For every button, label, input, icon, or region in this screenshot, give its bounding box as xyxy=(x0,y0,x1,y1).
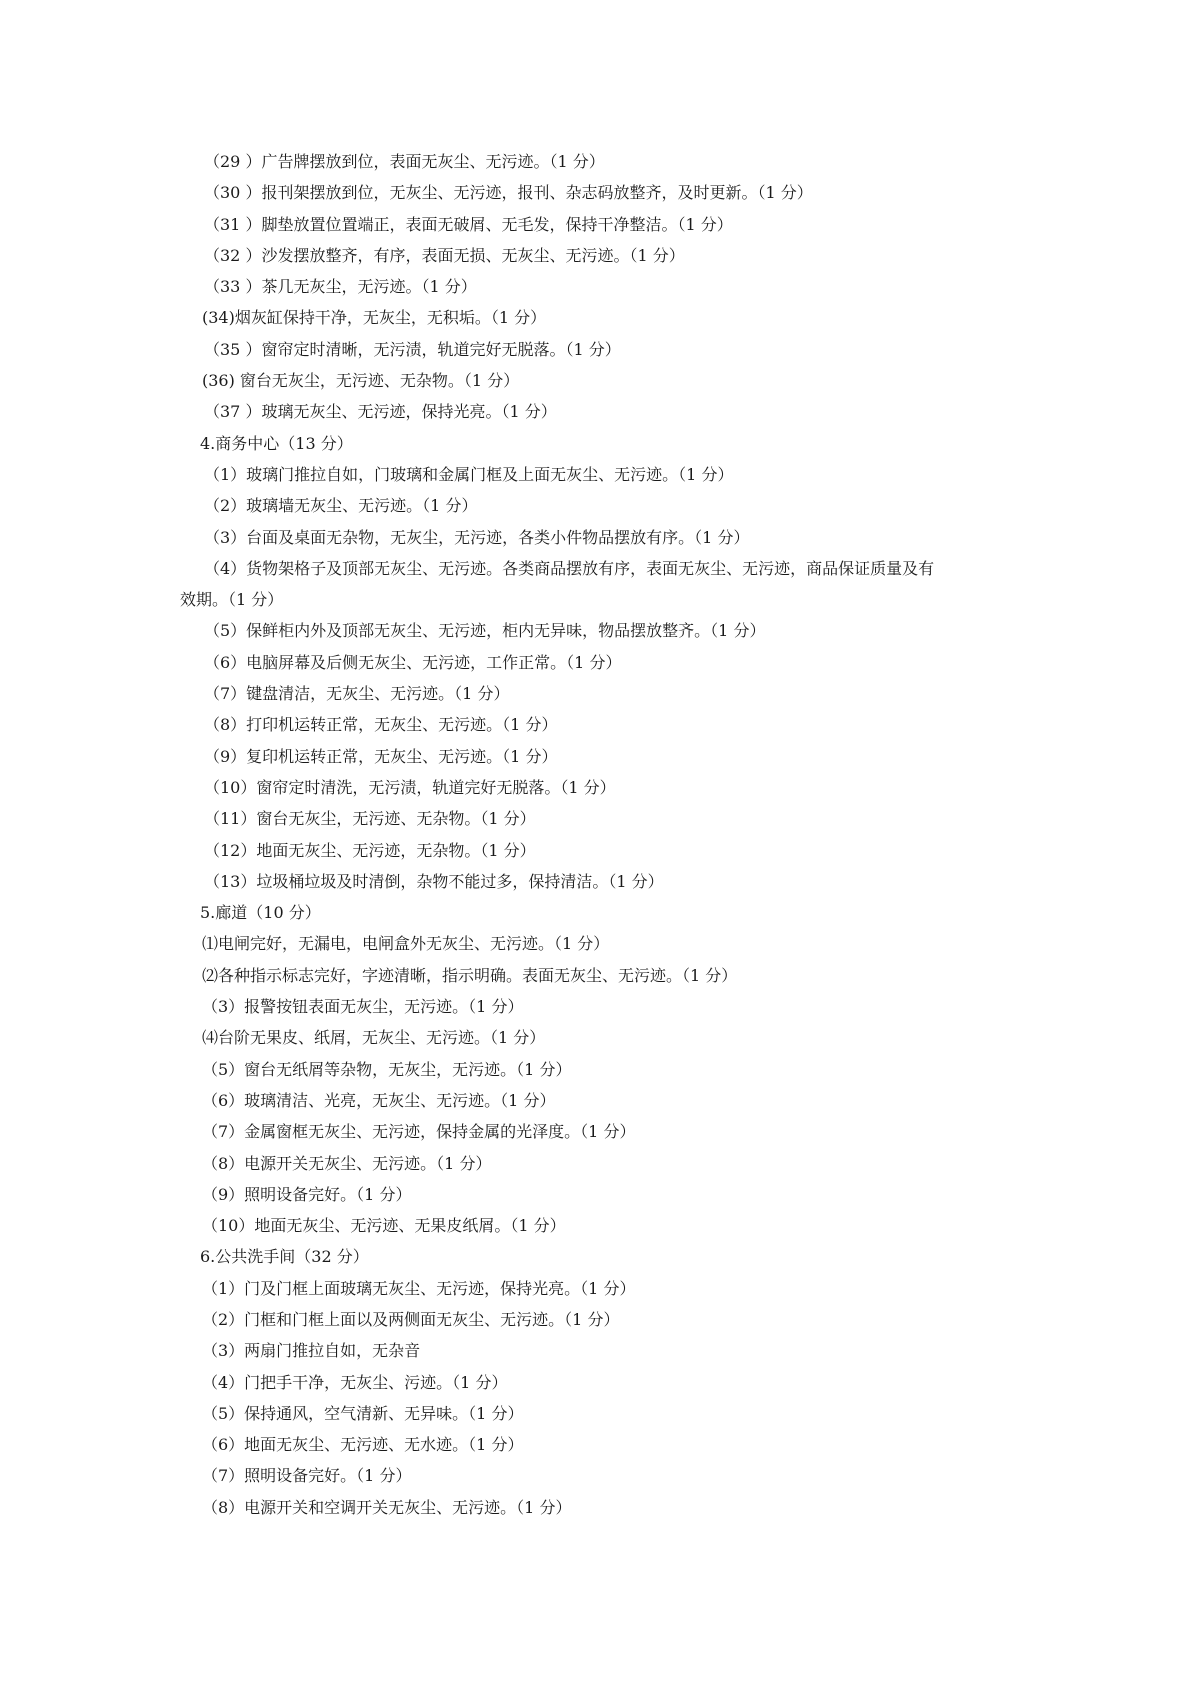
checklist-line: (34)烟灰缸保持干净，无灰尘，无积垢。（1 分） xyxy=(202,308,547,328)
checklist-line: ⑷台阶无果皮、纸屑，无灰尘、无污迹。（1 分） xyxy=(202,1028,546,1048)
section-heading: 5.廊道（10 分） xyxy=(200,903,321,923)
section-heading: 6.公共洗手间（32 分） xyxy=(200,1247,369,1267)
checklist-line: （33 ）茶几无灰尘，无污迹。（1 分） xyxy=(204,277,477,297)
checklist-line: （5）窗台无纸屑等杂物，无灰尘，无污迹。（1 分） xyxy=(202,1059,572,1079)
checklist-line: （37 ）玻璃无灰尘、无污迹，保持光亮。（1 分） xyxy=(204,402,557,422)
checklist-line: 效期。（1 分） xyxy=(180,590,284,610)
checklist-line: （5）保持通风，空气清新、无异味。（1 分） xyxy=(202,1403,524,1423)
checklist-line: （32 ）沙发摆放整齐，有序，表面无损、无灰尘、无污迹。（1 分） xyxy=(204,245,685,265)
checklist-line: （12）地面无灰尘、无污迹，无杂物。（1 分） xyxy=(204,840,536,860)
checklist-line: （2）门框和门框上面以及两侧面无灰尘、无污迹。（1 分） xyxy=(202,1309,620,1329)
checklist-line: （13）垃圾桶垃圾及时清倒，杂物不能过多，保持清洁。（1 分） xyxy=(204,871,664,891)
checklist-line: （10）窗帘定时清洗，无污渍，轨道完好无脱落。（1 分） xyxy=(204,777,616,797)
checklist-line: （1）门及门框上面玻璃无灰尘、无污迹，保持光亮。（1 分） xyxy=(202,1278,636,1298)
checklist-line: （29 ）广告牌摆放到位，表面无灰尘、无污迹。（1 分） xyxy=(204,152,605,171)
checklist-line: （35 ）窗帘定时清晰，无污渍，轨道完好无脱落。（1 分） xyxy=(204,339,621,359)
checklist-line: （9）照明设备完好。（1 分） xyxy=(202,1184,412,1204)
checklist-line: （8）电源开关无灰尘、无污迹。（1 分） xyxy=(202,1153,492,1173)
checklist-line: （3）台面及桌面无杂物，无灰尘，无污迹，各类小件物品摆放有序。（1 分） xyxy=(204,527,750,547)
checklist-line: （1）玻璃门推拉自如，门玻璃和金属门框及上面无灰尘、无污迹。（1 分） xyxy=(204,464,734,484)
checklist-line: （6）电脑屏幕及后侧无灰尘、无污迹，工作正常。（1 分） xyxy=(204,652,622,672)
checklist-line: （5）保鲜柜内外及顶部无灰尘、无污迹，柜内无异味，物品摆放整齐。（1 分） xyxy=(204,621,766,641)
checklist-line: （30 ）报刊架摆放到位，无灰尘、无污迹，报刊、杂志码放整齐，及时更新。（1 分） xyxy=(204,183,813,203)
checklist-line: （6）地面无灰尘、无污迹、无水迹。（1 分） xyxy=(202,1435,524,1455)
document-body xyxy=(180,146,1040,1523)
section-heading: 4.商务中心（13 分） xyxy=(200,433,353,453)
checklist-line: （9）复印机运转正常，无灰尘、无污迹。（1 分） xyxy=(204,746,558,766)
checklist-line: （8）电源开关和空调开关无灰尘、无污迹。（1 分） xyxy=(202,1497,572,1517)
checklist-line: (36) 窗台无灰尘，无污迹、无杂物。（1 分） xyxy=(202,371,520,391)
checklist-line: （7）照明设备完好。（1 分） xyxy=(202,1466,412,1486)
checklist-line: （11）窗台无灰尘，无污迹、无杂物。（1 分） xyxy=(204,809,536,829)
checklist-line: （3）报警按钮表面无灰尘，无污迹。（1 分） xyxy=(202,997,524,1017)
checklist-line: （31 ）脚垫放置位置端正，表面无破屑、无毛发，保持干净整洁。（1 分） xyxy=(204,214,733,234)
checklist-line: （10）地面无灰尘、无污迹、无果皮纸屑。（1 分） xyxy=(202,1216,566,1236)
checklist-line: （2）玻璃墙无灰尘、无污迹。（1 分） xyxy=(204,496,478,516)
checklist-line: ⑴电闸完好，无漏电，电闸盒外无灰尘、无污迹。（1 分） xyxy=(202,934,610,954)
checklist-line: ⑵各种指示标志完好，字迹清晰，指示明确。表面无灰尘、无污迹。（1 分） xyxy=(202,965,738,985)
checklist-line: （7）键盘清洁，无灰尘、无污迹。（1 分） xyxy=(204,684,510,704)
checklist-line: （4）货物架格子及顶部无灰尘、无污迹。各类商品摆放有序，表面无灰尘、无污迹，商品保证质量及有 xyxy=(204,558,935,578)
checklist-line: （3）两扇门推拉自如，无杂音 xyxy=(202,1341,421,1361)
checklist-line: （6）玻璃清洁、光亮，无灰尘、无污迹。（1 分） xyxy=(202,1090,556,1110)
checklist-line: （8）打印机运转正常，无灰尘、无污迹。（1 分） xyxy=(204,715,558,735)
checklist-line: （4）门把手干净，无灰尘、污迹。（1 分） xyxy=(202,1372,508,1392)
checklist-line: （7）金属窗框无灰尘、无污迹，保持金属的光泽度。（1 分） xyxy=(202,1122,636,1142)
